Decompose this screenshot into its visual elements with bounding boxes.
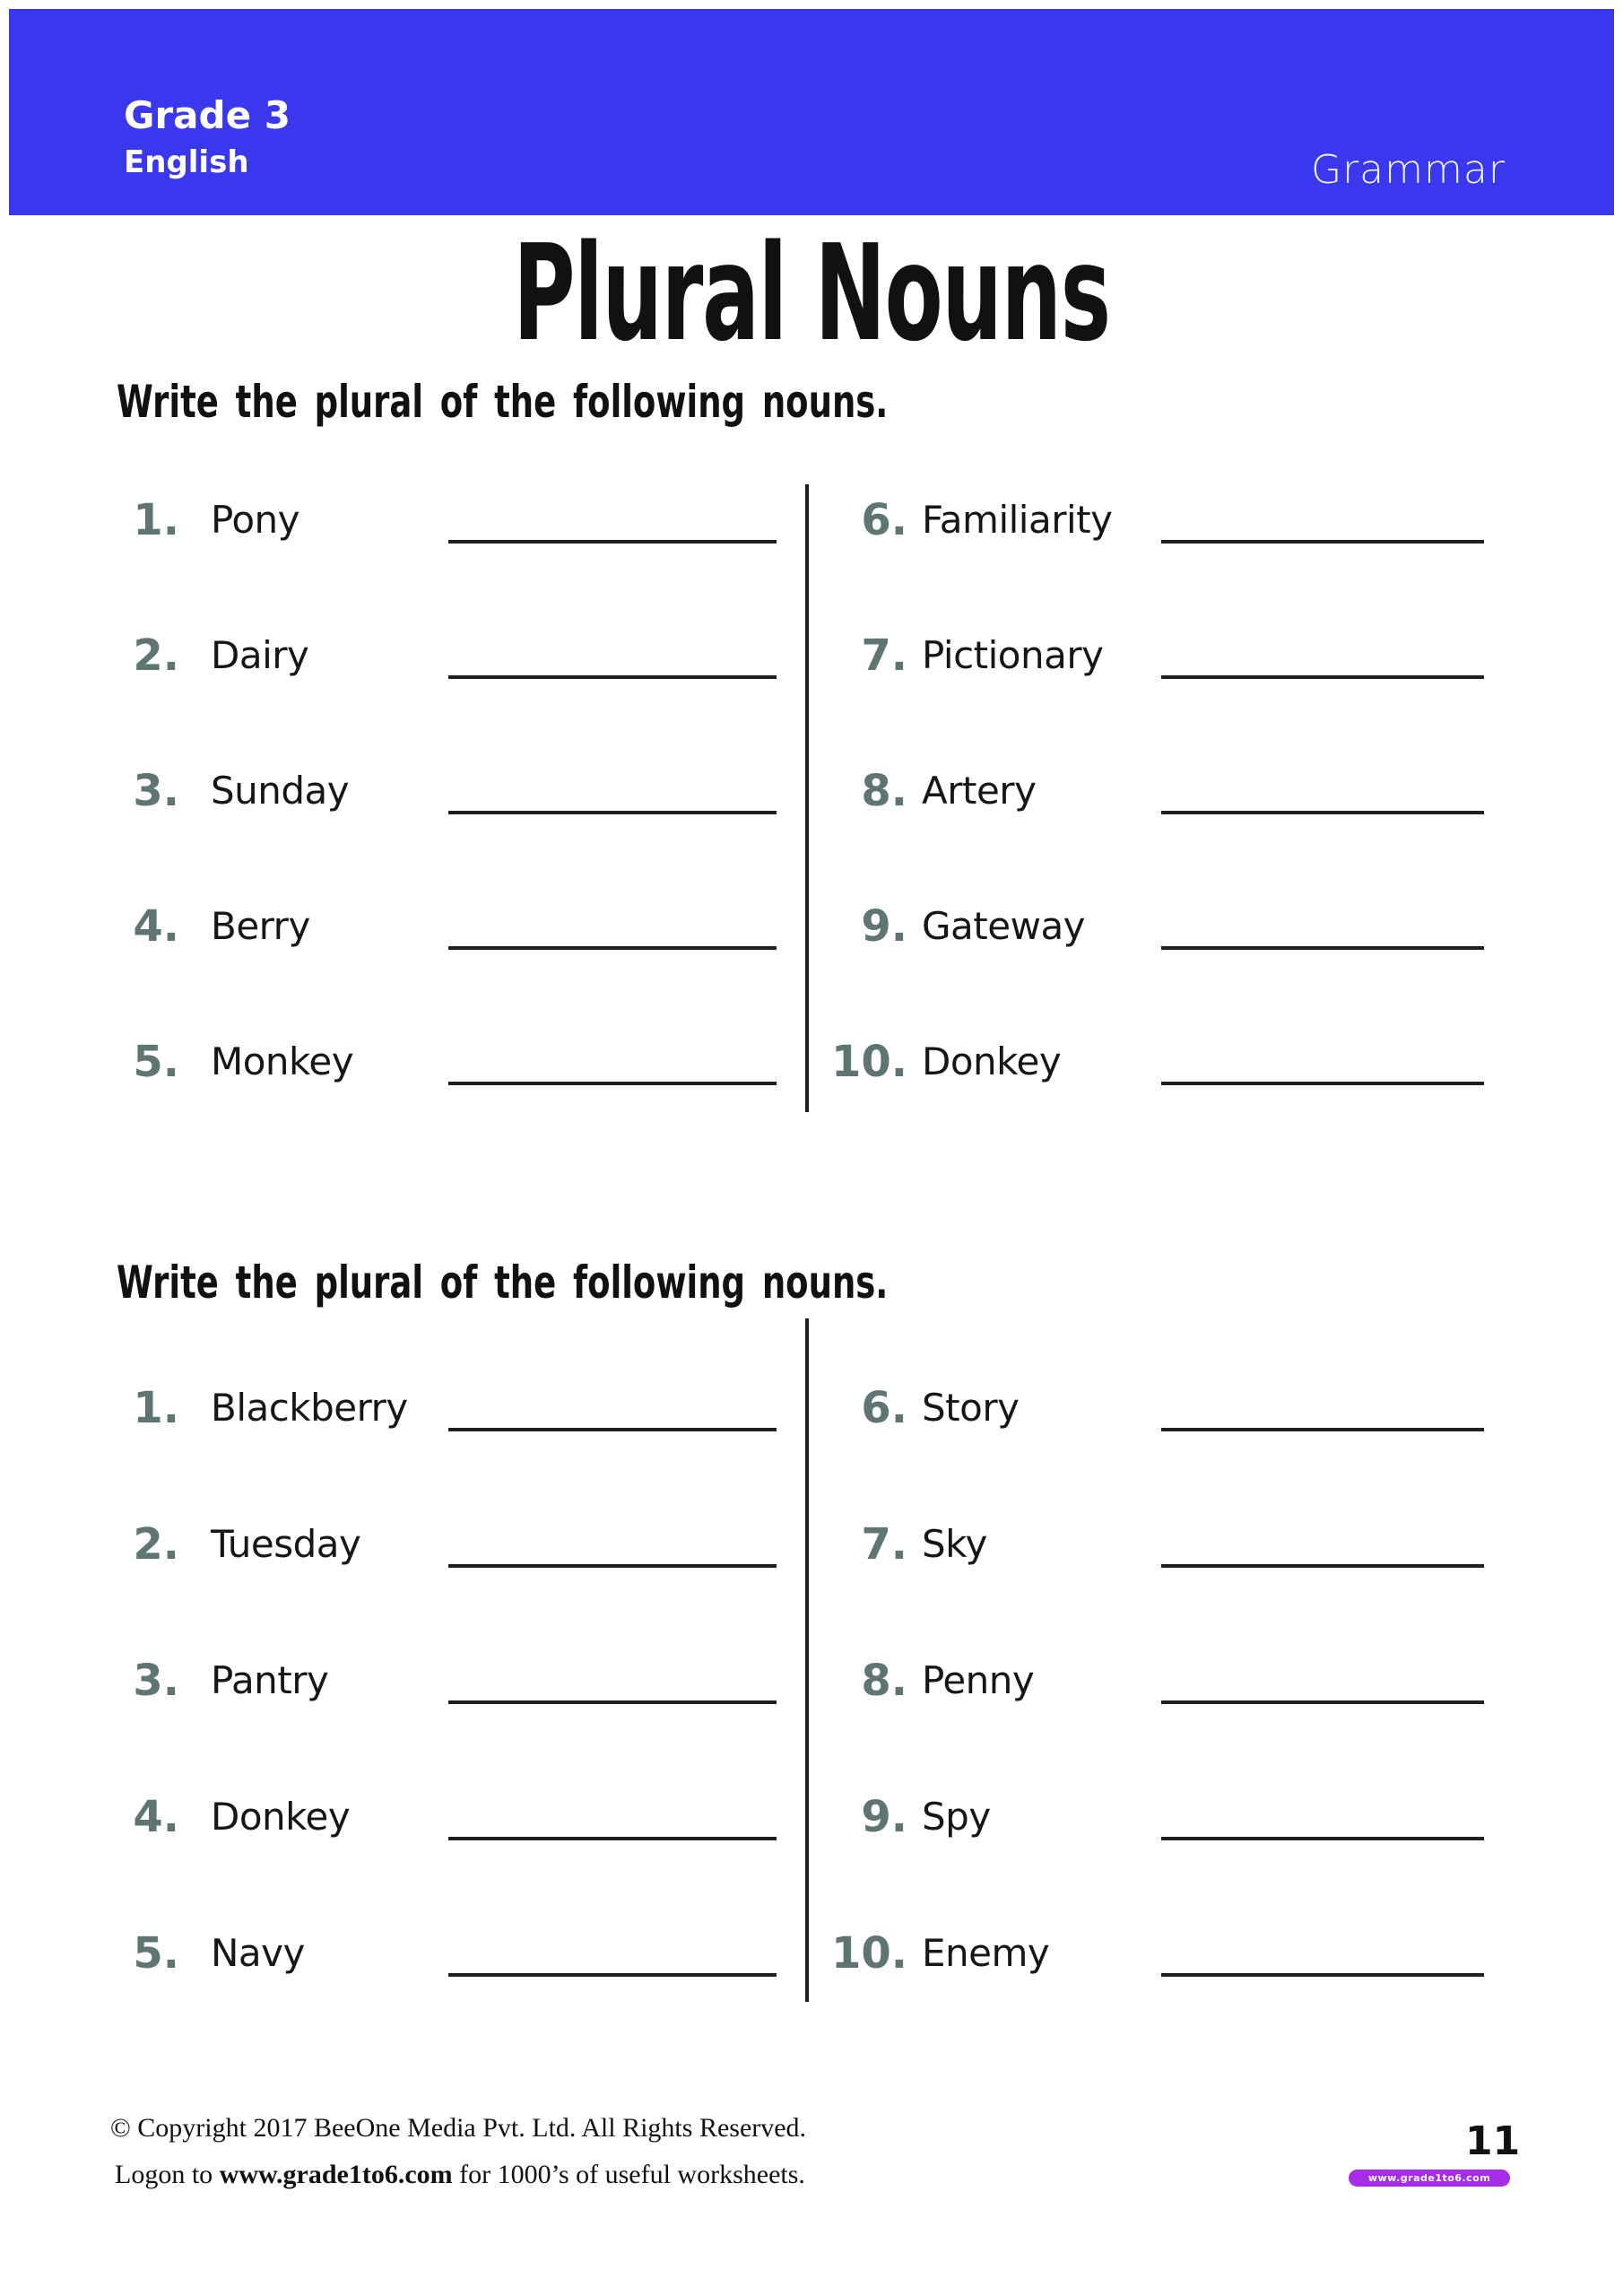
item-number: 3. (133, 1656, 179, 1706)
noun-word: Gateway (922, 904, 1086, 948)
item-number: 4. (133, 1792, 179, 1842)
noun-word: Berry (211, 904, 310, 948)
item-number: 9. (861, 1792, 907, 1842)
answer-blank[interactable] (1161, 1381, 1484, 1431)
page-title: Plural Nouns (513, 216, 1110, 370)
item-number: 2. (133, 1519, 179, 1570)
noun-word: Donkey (922, 1039, 1062, 1083)
answer-blank[interactable] (1161, 1790, 1484, 1840)
item-number: 6. (861, 1383, 907, 1433)
answer-blank[interactable] (1161, 764, 1484, 814)
worksheet-item (0, 1035, 1623, 1091)
item-number: 3. (133, 766, 179, 816)
section2-instruction: Write the plural of the following nouns. (117, 1257, 889, 1309)
item-number: 10. (830, 1037, 907, 1087)
worksheet-item (0, 900, 1623, 955)
noun-word: Pantry (211, 1658, 329, 1702)
answer-blank[interactable] (1161, 1035, 1484, 1085)
page-number: 11 (1465, 2118, 1521, 2164)
noun-word: Familiarity (922, 498, 1113, 542)
noun-word: Donkey (211, 1795, 351, 1839)
topic-label: Grammar (1311, 147, 1506, 193)
worksheet-item (0, 1926, 1623, 1982)
noun-word: Sky (922, 1522, 987, 1566)
noun-word: Artery (922, 769, 1037, 813)
answer-blank[interactable] (1161, 629, 1484, 679)
answer-blank[interactable] (1161, 1926, 1484, 1977)
noun-word: Monkey (211, 1039, 354, 1083)
answer-blank[interactable] (1161, 1654, 1484, 1704)
header-band (9, 9, 1614, 215)
noun-word: Enemy (922, 1931, 1050, 1975)
worksheet-item (0, 1518, 1623, 1573)
item-number: 6. (861, 495, 907, 545)
logon-text (115, 2160, 805, 2190)
item-number: 2. (133, 631, 179, 681)
copyright-text: © Copyright 2017 BeeOne Media Pvt. Ltd. All Rights Reserved. (110, 2113, 807, 2143)
noun-word: Tuesday (211, 1522, 361, 1566)
logon-suffix: for 1000’s of useful worksheets. (452, 2160, 805, 2189)
item-number: 9. (861, 901, 907, 952)
noun-word: Pictionary (922, 633, 1104, 677)
item-number: 5. (133, 1037, 179, 1087)
item-number: 1. (133, 1383, 179, 1433)
answer-blank[interactable] (1161, 1518, 1484, 1568)
item-number: 8. (861, 1656, 907, 1706)
noun-word: Spy (922, 1795, 991, 1839)
noun-word: Navy (211, 1931, 305, 1975)
subject-label: English (124, 144, 249, 180)
item-number: 7. (861, 631, 907, 681)
logon-prefix: Logon to (115, 2160, 220, 2189)
website-link[interactable]: www.grade1to6.com (219, 2160, 453, 2189)
item-number: 8. (861, 766, 907, 816)
item-number: 7. (861, 1519, 907, 1570)
item-number: 5. (133, 1928, 179, 1979)
worksheet-item (0, 1790, 1623, 1846)
noun-word: Penny (922, 1658, 1035, 1702)
noun-word: Blackberry (211, 1386, 408, 1430)
worksheet-item (0, 1654, 1623, 1709)
worksheet-item (0, 764, 1623, 820)
grade-label: Grade 3 (124, 93, 291, 137)
noun-word: Dairy (211, 633, 309, 677)
section1-instruction: Write the plural of the following nouns. (117, 376, 889, 428)
answer-blank[interactable] (1161, 900, 1484, 950)
worksheet-item (0, 629, 1623, 684)
item-number: 10. (830, 1928, 907, 1979)
worksheet-item (0, 493, 1623, 549)
worksheet-item (0, 1381, 1623, 1437)
noun-word: Pony (211, 498, 300, 542)
answer-blank[interactable] (1161, 493, 1484, 544)
item-number: 4. (133, 901, 179, 952)
item-number: 1. (133, 495, 179, 545)
noun-word: Story (922, 1386, 1020, 1430)
website-badge[interactable]: www.grade1to6.com (1349, 2170, 1510, 2187)
noun-word: Sunday (211, 769, 350, 813)
